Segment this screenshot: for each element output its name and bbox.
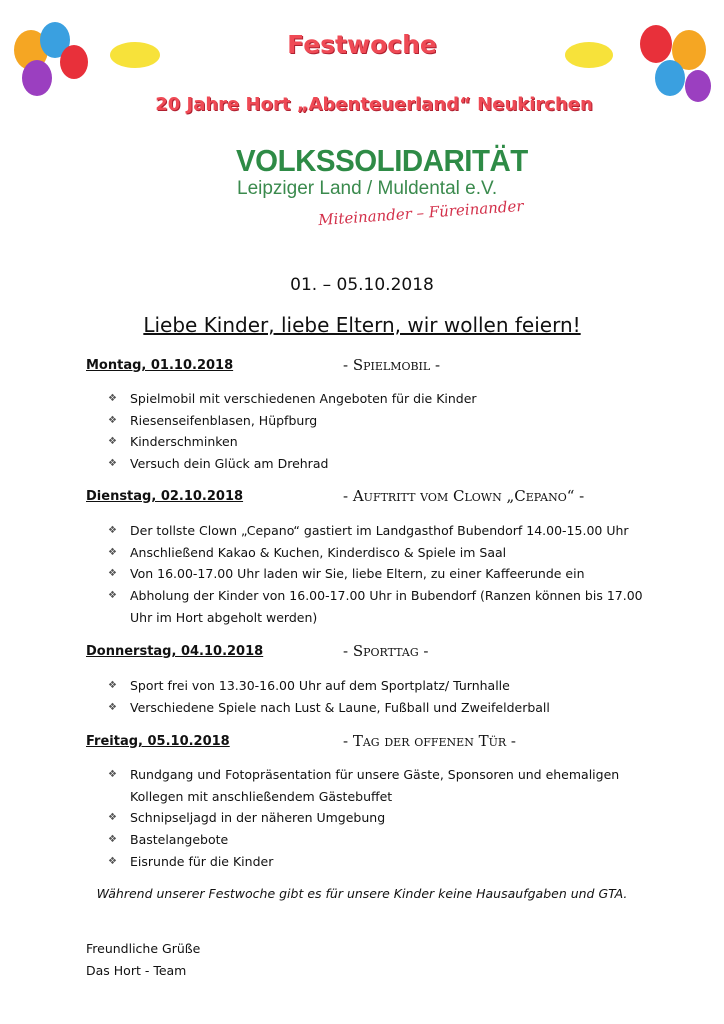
day-list: [108, 388, 648, 475]
list-item: ❖ Abholung der Kinder von 16.00-17.00 Uhr in Bubendorf (Ranzen können bis 17.00 Uhr im Hort abgeholt werden): [108, 585, 648, 628]
flyer-subtitle: 20 Jahre Hort „Abenteuerland“ Neukirchen: [155, 94, 593, 115]
list-item: ❖ Schnipseljagd in der näheren Umgebung: [108, 807, 648, 829]
logo-region: Leipziger Land / Muldental e.V.: [237, 178, 498, 199]
day-heading: Dienstag, 02.10.2018: [86, 489, 244, 504]
flyer-title: Festwoche: [287, 30, 437, 59]
day-heading: Donnerstag, 04.10.2018: [86, 644, 264, 659]
day-title: - Auftritt vom Clown „Cepano“ -: [343, 487, 585, 505]
closing-team: Das Hort - Team: [86, 963, 187, 978]
list-item: ❖ Versuch dein Glück am Drehrad: [108, 453, 648, 475]
list-item: ❖ Eisrunde für die Kinder: [108, 851, 648, 873]
logo-name: VOLKSSOLIDARITÄT: [236, 143, 528, 178]
list-item: ❖ Der tollste Clown „Cepano“ gastiert im Landgasthof Bubendorf 14.00-15.00 Uhr: [108, 520, 648, 542]
closing-greeting: Freundliche Grüße: [86, 941, 201, 956]
list-item: ❖ Rundgang und Fotopräsentation für unsere Gäste, Sponsoren und ehemaligen Kollegen mit anschließendem Gästebuffet: [108, 764, 648, 807]
date-range: 01. – 05.10.2018: [290, 275, 434, 295]
list-item: ❖ Anschließend Kakao & Kuchen, Kinderdisco & Spiele im Saal: [108, 542, 648, 564]
day-title: - Spielmobil -: [343, 356, 441, 374]
list-item: ❖ Von 16.00-17.00 Uhr laden wir Sie, liebe Eltern, zu einer Kaffeerunde ein: [108, 563, 648, 585]
day-title: - Tag der offenen Tür -: [343, 732, 516, 750]
day-list: [108, 675, 648, 718]
day-title: - Sporttag -: [343, 642, 429, 660]
day-heading: Freitag, 05.10.2018: [86, 734, 230, 749]
day-list: [108, 764, 648, 873]
list-item: ❖ Spielmobil mit verschiedenen Angeboten für die Kinder: [108, 388, 648, 410]
day-list: [108, 520, 648, 629]
list-item: ❖ Sport frei von 13.30-16.00 Uhr auf dem Sportplatz/ Turnhalle: [108, 675, 648, 697]
day-heading: Montag, 01.10.2018: [86, 358, 234, 373]
list-item: ❖ Riesenseifenblasen, Hüpfburg: [108, 410, 648, 432]
list-item: ❖ Kinderschminken: [108, 431, 648, 453]
logo-slogan: Miteinander – Füreinander: [317, 196, 525, 230]
list-item: ❖ Bastelangebote: [108, 829, 648, 851]
list-item: ❖ Verschiedene Spiele nach Lust & Laune, Fußball und Zweifelderball: [108, 697, 648, 719]
homework-note: Während unserer Festwoche gibt es für unsere Kinder keine Hausaufgaben und GTA.: [96, 886, 628, 901]
headline: Liebe Kinder, liebe Eltern, wir wollen feiern!: [143, 313, 581, 337]
